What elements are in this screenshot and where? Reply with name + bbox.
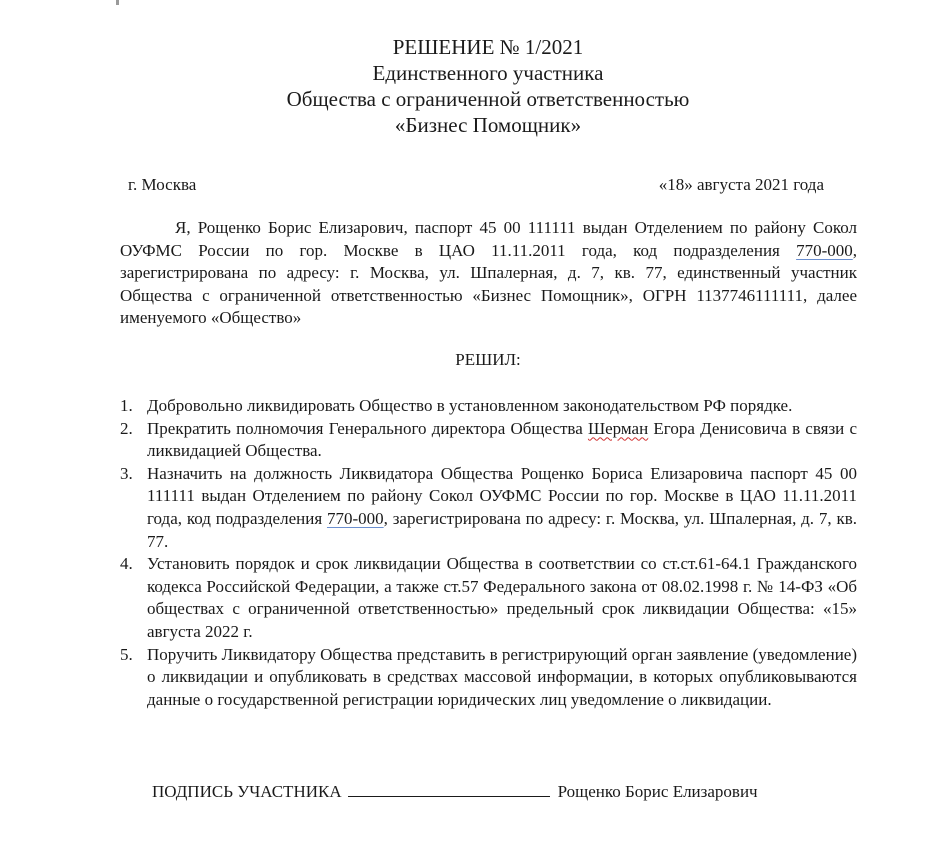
signature-label: ПОДПИСЬ УЧАСТНИКА [152, 782, 342, 801]
division-code[interactable]: 770-000 [796, 240, 853, 260]
intro-text-part1: Я, Рощенко Борис Елизарович, паспорт 45 00 111111 выдан Отделением по району Сокол ОУФМС России по гор. Москве в ЦАО 11.11.2011 года, код подразделения [120, 218, 857, 260]
place: г. Москва [128, 175, 197, 194]
decision-number: 1. [120, 396, 133, 415]
signatory-name: Рощенко Борис Елизарович [557, 782, 758, 801]
decision-number: 5. [120, 644, 133, 664]
decision-number: 3. [120, 463, 133, 483]
decision-text: Добровольно ликвидировать Общество в установленном законодательством РФ порядке. [147, 396, 793, 415]
decided-heading: РЕШИЛ: [455, 350, 521, 369]
page-edge-mark [116, 0, 119, 5]
header-subtitle-participant: Единственного участника [372, 61, 604, 85]
intro-text-part2: , зарегистрирована по адресу: г. Москва, ул. Шпалерная, д. 7, кв. 77, единственный участник Общества с ограниченной ответственностью «Бизнес Помощник», ОГРН 1137746111111, далее именуемого «Общество» [120, 240, 857, 328]
decision-text-after: , зарегистрирована по адресу: г. Москва, ул. Шпалерная, д. 7, кв. 77. [147, 508, 857, 551]
intro-paragraph [120, 217, 857, 330]
decision-item-5 [120, 644, 857, 712]
decision-title: РЕШЕНИЕ № 1/2021 [392, 35, 584, 59]
header-company-name: «Бизнес Помощник» [394, 113, 582, 137]
decision-text [147, 418, 857, 463]
decision-item-3 [120, 463, 857, 553]
place-date-line [128, 174, 824, 196]
signature-blank [348, 779, 550, 797]
header-company-type: Общества с ограниченной ответственностью [286, 87, 690, 111]
decision-text-before: Назначить на должность Ликвидатора Общества Рощенко Бориса Елизаровича паспорт 45 00 111111 выдан Отделением по району Сокол ОУФМС России по гор. Москве в ЦАО 11.11.2011 года, код подразделения [147, 463, 857, 528]
decision-text: Поручить Ликвидатору Общества представить в регистрирующий орган заявление (уведомление) о ликвидации и опубликовать в средствах массовой информации, в которых опубликовываются данные о государственной регистрации юридических лиц уведомление о ликвидации. [147, 644, 857, 709]
decision-text-after: Егора Денисовича в связи с ликвидацией Общества. [147, 418, 858, 461]
date: «18» августа 2021 года [658, 175, 824, 194]
decision-text [147, 463, 857, 553]
spellcheck-flagged-word[interactable]: Шерман [587, 418, 649, 438]
signature-line [152, 779, 758, 803]
document-header [0, 34, 928, 138]
decision-text: Установить порядок и срок ликвидации Общества в соответствии со ст.ст.61-64.1 Гражданского кодекса Российской Федерации, а также ст.57 Федерального закона от 08.02.1998 г. № 14-ФЗ «Об обществах с ограниченной ответственностью» предельный срок ликвидации Общества: «15» августа 2022 г. [147, 554, 857, 641]
decision-item-4 [120, 553, 857, 643]
decision-number: 2. [120, 418, 133, 438]
decision-item-1 [120, 395, 857, 418]
division-code[interactable]: 770-000 [326, 508, 384, 528]
decision-item-2 [120, 418, 857, 463]
decisions-list [120, 395, 857, 711]
decision-text-before: Прекратить полномочия Генерального директора Общества [147, 418, 588, 438]
decision-number: 4. [120, 554, 133, 574]
